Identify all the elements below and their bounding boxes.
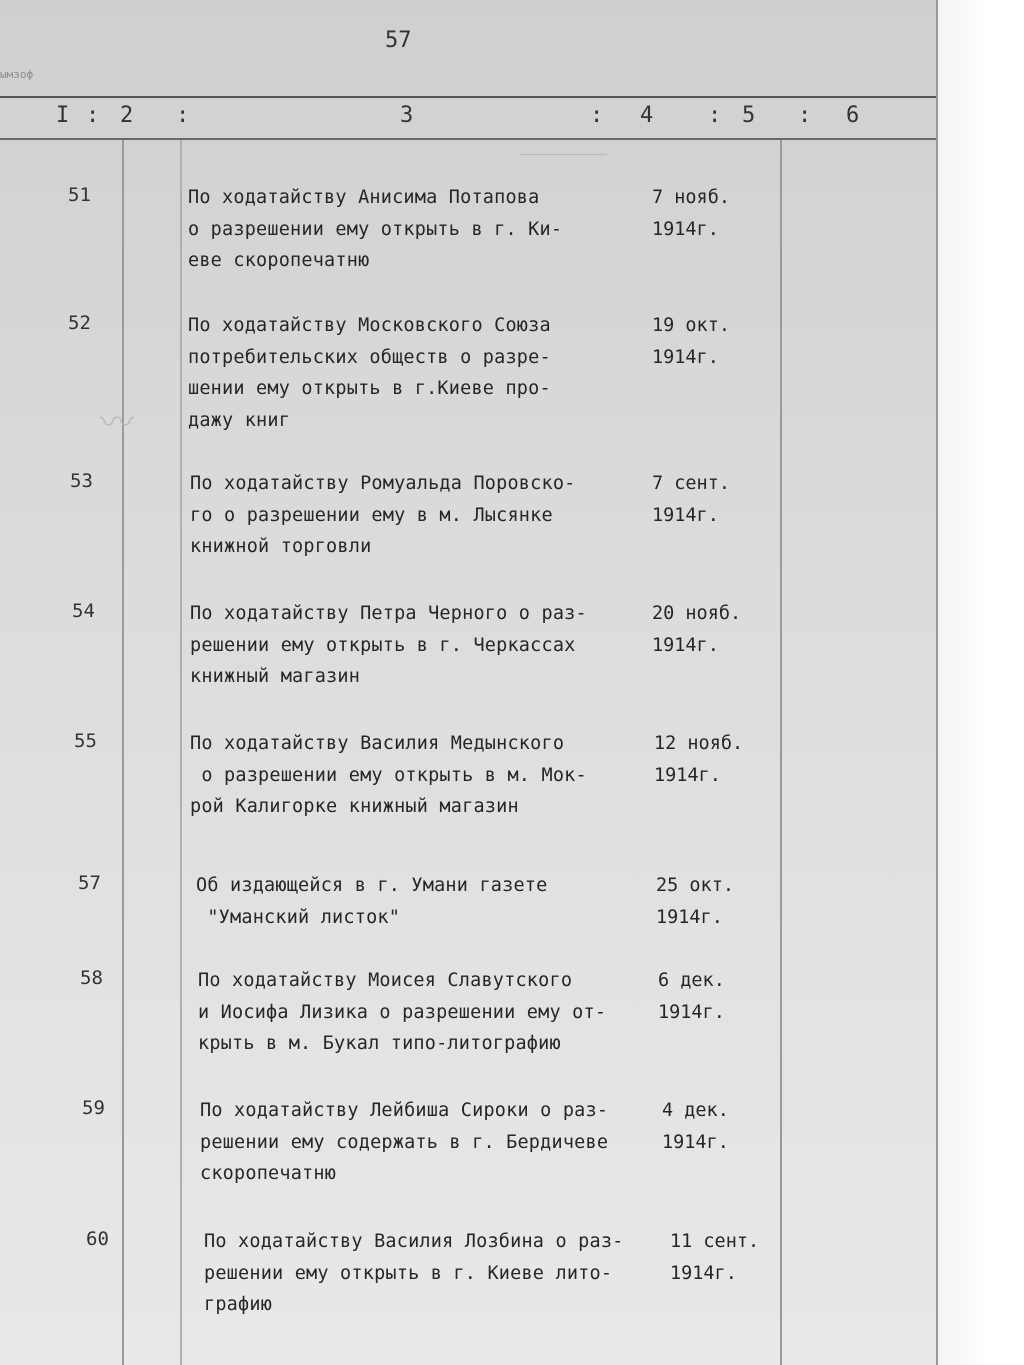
entry-description xyxy=(190,468,576,563)
entry-date xyxy=(652,310,730,373)
header-col-4: 4 xyxy=(640,103,654,128)
description-line: скоропечатню xyxy=(200,1163,337,1184)
table-header-row xyxy=(0,103,938,133)
date-line: 1914г. xyxy=(652,218,719,240)
date-line: 4 дек. xyxy=(662,1100,729,1121)
date-line: 19 окт. xyxy=(652,315,730,336)
entry-date xyxy=(652,598,741,661)
entry-description xyxy=(190,728,587,823)
description-line: о разрешении ему открыть в г. Ки- xyxy=(188,218,563,240)
entry-description xyxy=(190,598,587,693)
table-top-rule xyxy=(0,96,938,98)
entry-number: 52 xyxy=(68,312,91,334)
date-line: 1914г. xyxy=(652,504,719,526)
entry-number: 55 xyxy=(74,730,97,752)
column-divider xyxy=(180,140,182,1365)
date-line: 1914г. xyxy=(658,1001,725,1023)
entry-date xyxy=(654,728,743,791)
description-line: и Иосифа Лизика о разрешении ему от- xyxy=(198,1001,607,1023)
description-line: Об издающейся в г. Умани газете xyxy=(196,875,548,896)
date-line: 6 дек. xyxy=(658,970,725,991)
date-line: 1914г. xyxy=(654,764,721,786)
date-line: 1914г. xyxy=(670,1262,737,1284)
header-col-3: 3 xyxy=(400,103,414,128)
header-separator: : xyxy=(176,103,190,128)
date-line: 20 нояб. xyxy=(652,603,742,624)
header-col-5: 5 xyxy=(742,103,756,128)
entry-description xyxy=(200,1095,608,1190)
header-col-1: I xyxy=(56,103,70,128)
stamp-text: ымзоф xyxy=(0,68,34,81)
date-line: 11 сент. xyxy=(670,1231,760,1252)
bleed-through-mark: ――――――――― xyxy=(520,144,607,163)
description-line: потребительских обществ о разре- xyxy=(188,346,551,368)
description-line: дажу книг xyxy=(188,409,291,431)
description-line: рой Калигорке книжный магазин xyxy=(190,796,519,817)
bleed-through-mark: 〰 xyxy=(100,403,134,443)
description-line: книжный магазин xyxy=(190,666,361,687)
column-divider xyxy=(122,140,124,1365)
date-line: 12 нояб. xyxy=(654,733,744,754)
description-line: решении ему открыть в г. Киеве лито- xyxy=(204,1262,613,1284)
header-separator: : xyxy=(86,103,100,128)
header-separator: : xyxy=(708,103,722,128)
entry-number: 51 xyxy=(68,184,91,206)
table-header-rule xyxy=(0,138,938,140)
date-line: 7 нояб. xyxy=(652,187,730,208)
header-col-2: 2 xyxy=(120,103,134,128)
entry-number: 58 xyxy=(80,967,103,989)
entry-number: 60 xyxy=(86,1228,109,1250)
entry-date xyxy=(652,468,730,531)
description-line: По ходатайству Петра Черного о раз- xyxy=(190,603,587,624)
entry-date xyxy=(652,182,730,245)
header-separator: : xyxy=(590,103,604,128)
column-divider xyxy=(780,140,782,1365)
entry-date xyxy=(658,965,725,1028)
description-line: "Уманский листок" xyxy=(196,906,401,928)
date-line: 25 окт. xyxy=(656,875,734,896)
date-line: 7 сент. xyxy=(652,473,730,494)
entry-number: 57 xyxy=(78,872,101,894)
entry-description xyxy=(188,182,562,277)
entry-date xyxy=(662,1095,729,1158)
header-separator: : xyxy=(798,103,812,128)
entry-date xyxy=(670,1226,759,1289)
entry-description xyxy=(198,965,606,1060)
description-line: шении ему открыть в г.Киеве про- xyxy=(188,378,551,399)
entry-description xyxy=(196,870,547,933)
entry-number: 54 xyxy=(72,600,95,622)
date-line: 1914г. xyxy=(662,1131,729,1153)
description-line: По ходатайству Василия Медынского xyxy=(190,733,565,754)
date-line: 1914г. xyxy=(652,346,719,368)
description-line: По ходатайству Московского Союза xyxy=(188,315,551,336)
entry-number: 53 xyxy=(70,470,93,492)
description-line: По ходатайству Лейбиша Сироки о раз- xyxy=(200,1100,609,1121)
description-line: графию xyxy=(204,1294,273,1315)
description-line: решении ему открыть в г. Черкассах xyxy=(190,634,576,656)
entry-date xyxy=(656,870,734,933)
entry-description xyxy=(188,310,551,436)
description-line: еве скоропечатню xyxy=(188,250,370,271)
description-line: По ходатайству Василия Лозбина о раз- xyxy=(204,1231,624,1252)
page-number: 57 xyxy=(385,28,412,53)
description-line: решении ему содержать в г. Бердичеве xyxy=(200,1131,609,1153)
description-line: го о разрешении ему в м. Лысянке xyxy=(190,504,553,526)
description-line: крыть в м. Букал типо-литографию xyxy=(198,1033,561,1054)
description-line: По ходатайству Ромуальда Поровско- xyxy=(190,473,576,494)
description-line: книжной торговли xyxy=(190,536,372,557)
header-col-6: 6 xyxy=(846,103,860,128)
date-line: 1914г. xyxy=(656,906,723,928)
background-edge xyxy=(938,0,1024,1365)
entry-number: 59 xyxy=(82,1097,105,1119)
description-line: По ходатайству Моисея Славутского xyxy=(198,970,573,991)
description-line: По ходатайству Анисима Потапова xyxy=(188,187,540,208)
date-line: 1914г. xyxy=(652,634,719,656)
entry-description xyxy=(204,1226,624,1321)
description-line: о разрешении ему открыть в м. Мок- xyxy=(190,764,587,786)
